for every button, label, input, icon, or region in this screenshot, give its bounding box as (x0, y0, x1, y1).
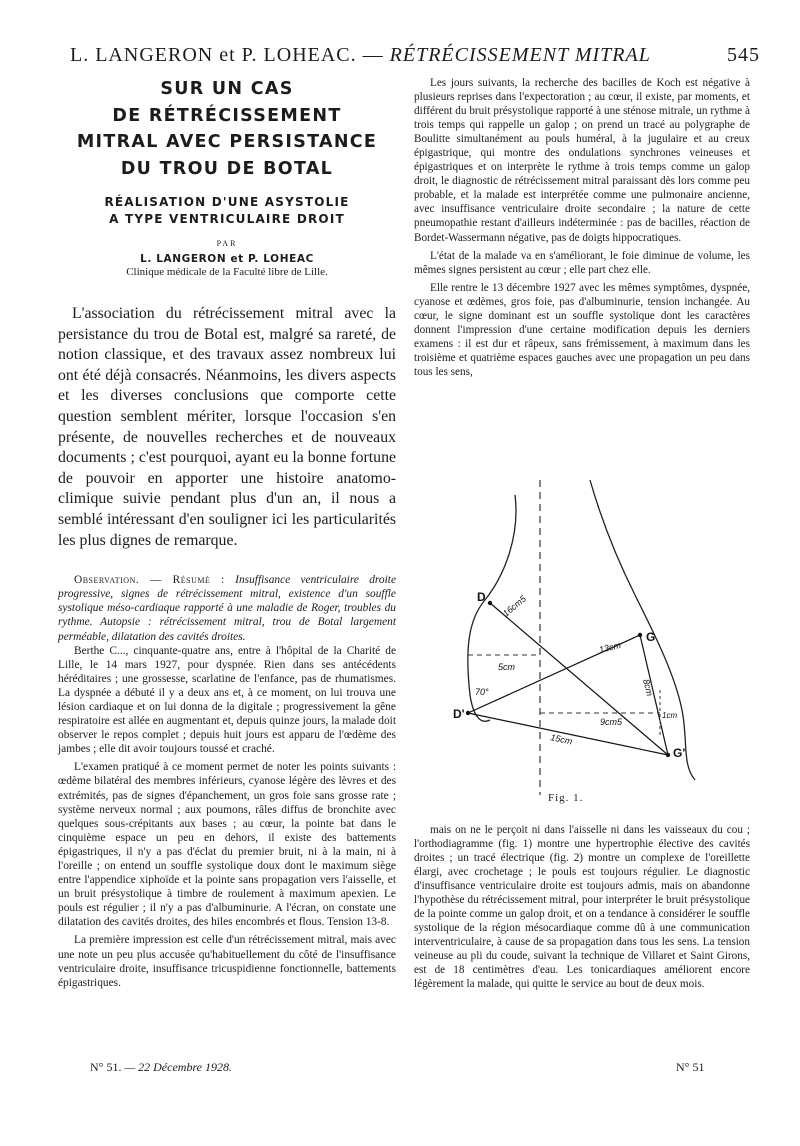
observation-summary (58, 573, 396, 643)
line-D-Gprime (490, 603, 668, 755)
left-column (58, 72, 396, 994)
issue-number-right: N° 51 (676, 1060, 705, 1074)
label-Dprime: D' (453, 707, 465, 721)
issue-date: — 22 Décembre 1928. (124, 1060, 232, 1074)
point-Gprime (666, 753, 670, 757)
footer-right (676, 1060, 704, 1075)
title-line: SUR UN CAS (160, 79, 294, 99)
title-line: DU TROU DE BOTAL (120, 158, 334, 179)
observation-label: Observation. — Résumé : (74, 574, 225, 587)
label-Gprime: G' (673, 746, 686, 760)
label-D: D (477, 590, 486, 604)
header-authors: L. LANGERON et P. LOHEAC. — (70, 44, 384, 66)
observation-text: Insuffisance ventriculaire droite progressive, signes de rétrécissement mitral, existence d'un souffle systolique méso-cardiaque rapporté à une maladie de Roger, troubles du rythme. Autopsie : rétrécissement mitral, trou de Botal largement perméable, dilatation des cavités droites. (58, 574, 396, 643)
subtitle-line: A TYPE VENTRICULAIRE DROIT (109, 212, 345, 226)
body-paragraph: L'état de la malade va en s'améliorant, le foie diminue de volume, les mêmes signes persistent au cœur ; elle part chez elle. (414, 249, 750, 276)
running-header (70, 44, 760, 67)
point-Dprime (466, 711, 470, 715)
line-G-Gprime (640, 635, 668, 755)
article-subtitle (58, 194, 396, 228)
measure-70deg: 70° (475, 687, 489, 697)
measure-9cm5: 9cm5 (600, 717, 623, 727)
footer-left (90, 1060, 232, 1075)
body-paragraph: Berthe C..., cinquante-quatre ans, entre à l'hôpital de la Charité de Lille, le 14 mars 1927, pour dyspnée. Rien dans ses antécédents héréditaires ; une grossesse, scarlatine de l'enfance, pas de rhumatismes. La dyspnée a débuté il y a deux ans et, à ce moment, on lui trouva une lésion cardiaque et on lui donna de la digitale ; progressivement la gêne respiratoire est allée en augmentant et, depuis quinze jours, la malade doit observer le repos complet ; depuis huit jours est apparu de l'œdème des jambes ; elle dit avoir toujours toussé et craché. (58, 644, 396, 756)
measure-15cm: 15cm (549, 732, 574, 747)
intro-paragraph: L'association du rétrécissement mitral avec la persistance du trou de Botal est, malgré sa rareté, de notion classique, et des travaux assez nombreux lui ont été déjà consacrés. Néanmoins, les divers aspects et les diverses conclusions que comporte cette question semblent mériter, lorsque l'occasion s'en présente, de nouvelles recherches et de nouveaux documents ; c'est pourquoi, ayant eu la bonne fortune de pouvoir en apporter une histoire anatomo-climique suivie pendant plus d'un an, il nous a semblé intéressant d'en souligner ici les particularités les plus dignes de remarque. (58, 305, 396, 549)
outline-top (515, 480, 590, 495)
line-Dprime-Gprime (468, 713, 668, 755)
page-number: 545 (727, 44, 760, 66)
heart-outline-left (590, 480, 695, 780)
affiliation: Clinique médicale de la Faculté libre de Lille. (126, 266, 328, 278)
right-column-top (414, 76, 750, 383)
article-authors: L. LANGERON et P. LOHEAC (140, 253, 314, 265)
right-column-bottom (414, 823, 750, 995)
title-line: MITRAL AVEC PERSISTANCE (76, 132, 378, 152)
measure-8cm: 8cm (641, 678, 655, 697)
measure-13cm: 13cm (598, 639, 622, 655)
body-paragraph: Les jours suivants, la recherche des bacilles de Koch est négative à plusieurs reprises dans l'expectoration ; au cœur, il existe, par moments, et différent du bruit présystolique rapporté à une sténose mitrale, un rythme à trois temps qui rappelle un galop ; on prend un tracé au polygraphe de Boulitte simultanément au pouls huméral, à la jugulaire et au creux épigastrique, qui montre des ondulations synchrones veineuses et épigastriques et on interprète le rythme à trois temps comme un galop droit, le diagnostic de rétrécissement mitral paraissant dès lors comme peu probable, et la malade est interprétée comme une pulmonaire ancienne, avec insuffisance ventriculaire droite secondaire ; la nature de cette pneumopathie restant d'ailleurs indéterminée : pas de bacilles, réaction de Bordet-Wassermann négative, pas de doigts hippocratiques. (414, 77, 750, 244)
point-G (638, 633, 642, 637)
measure-5cm: 5cm (498, 662, 516, 672)
figure-caption: Fig. 1. (548, 792, 584, 804)
label-G: G (646, 630, 656, 644)
orthodiagram-figure (450, 475, 722, 805)
body-paragraph: La première impression est celle d'un rétrécissement mitral, mais avec une note un peu plus accusée qu'habituellement du côté de l'insuffisance ventriculaire droite, insuffisance tricuspidienne fonctionnelle, battements épigastriques. (58, 934, 396, 989)
subtitle-line: RÉALISATION D'UNE ASYSTOLIE (104, 195, 350, 209)
body-paragraph: L'examen pratiqué à ce moment permet de noter les points suivants : œdème bilatéral des membres inférieurs, cyanose légère des lèvres et des extrémités, pas de signes d'épanchement, un gros foie sans grosse rate ; système nerveux normal ; aux poumons, râles diffus de bronchite avec quelques sous-crépitants aux bases ; au cœur, la pointe bat dans le cinquième espace un peu en dehors, il existe des battements épigastriques, il n'y a pas d'éclat du premier bruit, ni à la main, ni à l'oreille ; on entend un souffle systolique doux dont le maximum siège entre l'appendice xiphoïde et la pointe sans propagation vers l'aisselle, et un bruit présystolique à timbre de roulement à maximum apexien. Le pouls est régulier ; il n'y a pas d'albuminurie. A l'écran, on constate une dilatation des cavités droites, des hiles encombrés et flous. Tension 13-8. (58, 761, 396, 929)
article-title (58, 76, 396, 182)
issue-number: N° 51. (90, 1060, 122, 1074)
measure-16cm5: 16cm5 (500, 593, 528, 619)
header-running-title: RÉTRÉCISSEMENT MITRAL (389, 44, 651, 66)
point-D (488, 601, 492, 605)
body-paragraph: mais on ne le perçoit ni dans l'aisselle ni dans les vaisseaux du cou ; l'orthodiagramme (fig. 1) montre une hypertrophie élective des cavités droites ; un tracé électrique (fig. 2) montre un complexe de l'oreillette élargi, avec crochetage ; le pouls est toujours régulier. Le diagnostic d'insuffisance ventriculaire droite est toujours admis, mais on abandonne l'hypothèse du rétrécissement mitral, pour interpréter le bruit présystolique de la pointe comme un galop droit, et on a tendance à considérer le souffle systolique de la région mésocardiaque comme dû à une communication interventriculaire, à cause de sa propagation dans tous les sens. La tension veineuse au pli du coude, suivant la technique de Villaret et Saint Girons, est de 18 centimètres d'eau. Les tonicardiaques améliorent encore légèrement la malade, qui quitte le service au bout de deux mois. (414, 824, 750, 990)
measure-1cm: 1cm (662, 711, 678, 720)
body-paragraph: Elle rentre le 13 décembre 1927 avec les mêmes symptômes, dyspnée, cyanose et œdèmes, gros foie, pas d'albuminurie, tension inchangée. Au cœur, le signe dominant est un souffle systolique dont les caractères donnent l'impression d'une certaine modification depuis les derniers examens : il est dur et râpeux, sans frémissement, à maximum dans les troisième et quatrième espaces gauches avec une propagation un peu dans tous les sens, (414, 281, 750, 378)
title-line: DE RÉTRÉCISSEMENT (112, 105, 342, 126)
par-label: PAR (216, 239, 238, 248)
